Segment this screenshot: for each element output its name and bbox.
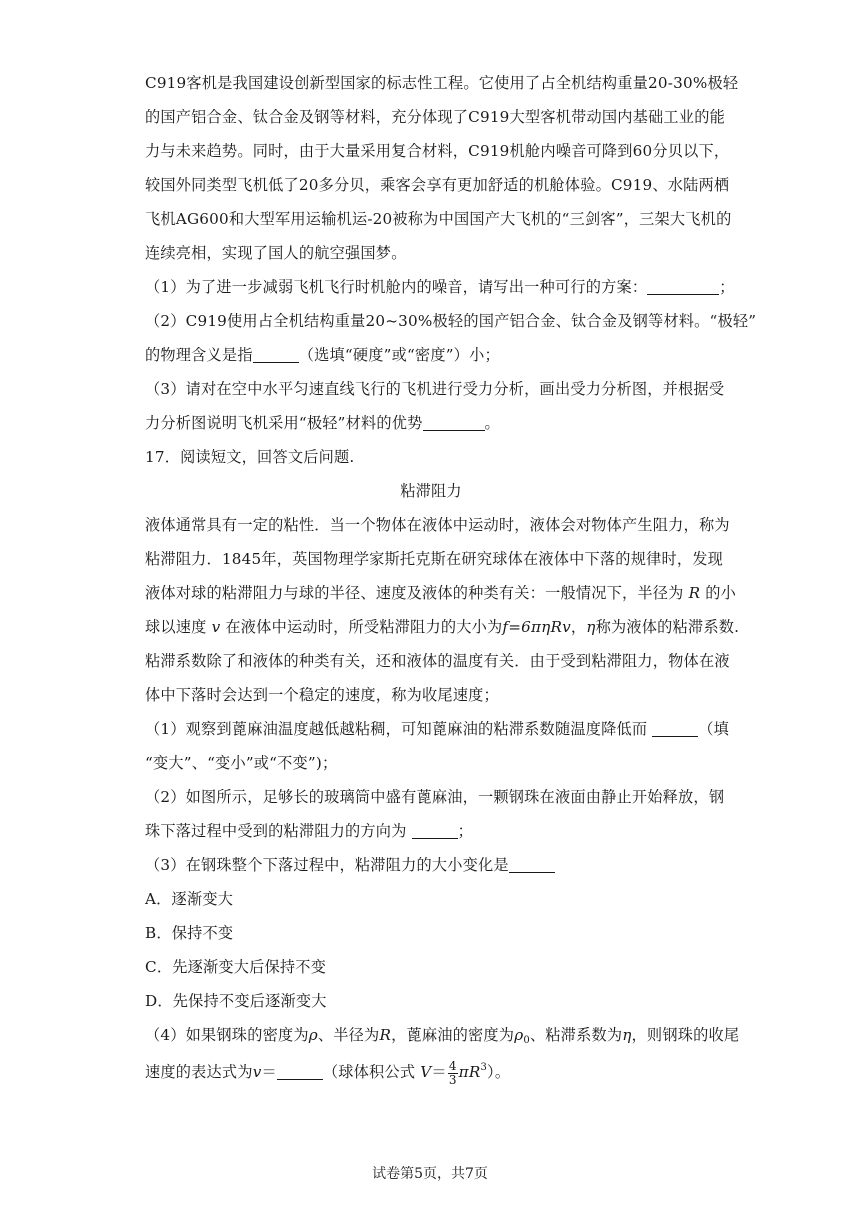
question-17-1: （1）观察到蓖麻油温度越低越粘稠，可知蓖麻油的粘滞系数随温度降低而 （填 “变大”、“变小”或“不变”)；: [145, 720, 730, 772]
passage-line: C919客机是我国建设创新型国家的标志性工程。它使用了占全机结构重量20-30%极轻: [145, 74, 739, 92]
question-16-1: （1）为了进一步减弱飞机飞行时机舱内的噪音，请写出一种可行的方案： ；: [145, 278, 735, 296]
question-17-2: （2）如图所示，足够长的玻璃筒中盛有蓖麻油，一颗钢珠在液面由静止开始释放，钢 珠下落过程中受到的粘滞阻力的方向为 ；: [145, 788, 725, 840]
answer-blank[interactable]: [647, 276, 719, 295]
option-a[interactable]: A．逐渐变大: [145, 890, 234, 908]
passage-title: 粘滞阻力: [400, 482, 462, 500]
passage-viscous-drag: 液体通常具有一定的粘性．当一个物体在液体中运动时，液体会对物体产生阻力，称为 粘滞阻力．1845年，英国物理学家斯托克斯在研究球体在液体中下落的规律时，发现 液体对球的粘滞阻力与球的半径、速度及液体的种类有关：一般情况下，半径为 R 的小 球以速度 v 在液体中运动时，所受粘滞阻力的大小为f=6πηRv，η称为液体的粘滞系数. 粘滞系数除了和液体的种类有关，还和液体的温度有关．由于受到粘滞阻力，物体在液 体中下落时会达到一个稳定的速度，称为收尾速度；: [145, 516, 740, 704]
fraction-four-thirds: $\frac{4}{3}$: [448, 1058, 457, 1087]
answer-blank[interactable]: [423, 412, 485, 431]
passage-line: 飞机AG600和大型军用运输机运-20被称为中国国产大飞机的“三剑客”，三架大飞机的: [145, 210, 732, 228]
exam-page: [145, 66, 757, 1092]
answer-blank[interactable]: [509, 854, 555, 873]
question-17-3: （3）在钢珠整个下落过程中，粘滞阻力的大小变化是: [145, 848, 717, 882]
page-footer: 试卷第5页，共7页: [372, 1166, 488, 1182]
question-16-2: （2）C919使用占全机结构重量20~30%极轻的国产铝合金、钛合金及钢等材料。“极轻” 的物理含义是指 （选填“硬度”或“密度”）小；: [145, 312, 757, 364]
option-b[interactable]: B．保持不变: [145, 924, 234, 942]
passage-line: 连续亮相，实现了国人的航空强国梦。: [145, 244, 407, 262]
question-16-3: （3）请对在空中水平匀速直线飞行的飞机进行受力分析，画出受力分析图，并根据受 力分析图说明飞机采用“极轻”材料的优势 。: [145, 380, 725, 432]
choice-options: [145, 882, 717, 1018]
answer-blank[interactable]: [253, 344, 299, 363]
passage-line: 较国外同类型飞机低了20多分贝，乘客会享有更加舒适的机舱体验。C919、水陆两栖: [145, 176, 730, 194]
answer-blank[interactable]: [652, 718, 698, 737]
passage-line: 力与未来趋势。同时，由于大量采用复合材料，C919机舱内噪音可降到60分贝以下，: [145, 142, 730, 160]
option-d[interactable]: D．先保持不变后逐渐变大: [145, 992, 327, 1010]
answer-blank[interactable]: [277, 1061, 323, 1080]
question-17-4: （4）如果钢珠的密度为ρ、半径为R，蓖麻油的密度为$\rho_0$、粘滞系数为η，则钢珠的收尾 速度的表达式为v＝ （球体积公式 V＝ $\frac{4}{3}$ $\pi R^3$）。: [145, 1026, 740, 1087]
option-c[interactable]: C．先逐渐变大后保持不变: [145, 958, 327, 976]
stokes-formula: f=6πηRv: [502, 618, 571, 636]
passage-c919: [145, 66, 739, 270]
passage-line: 的国产铝合金、钛合金及钢等材料，充分体现了C919大型客机带动国内基础工业的能: [145, 108, 725, 126]
question-17-intro: 17．阅读短文，回答文后问题.: [145, 448, 355, 466]
answer-blank[interactable]: [412, 820, 458, 839]
